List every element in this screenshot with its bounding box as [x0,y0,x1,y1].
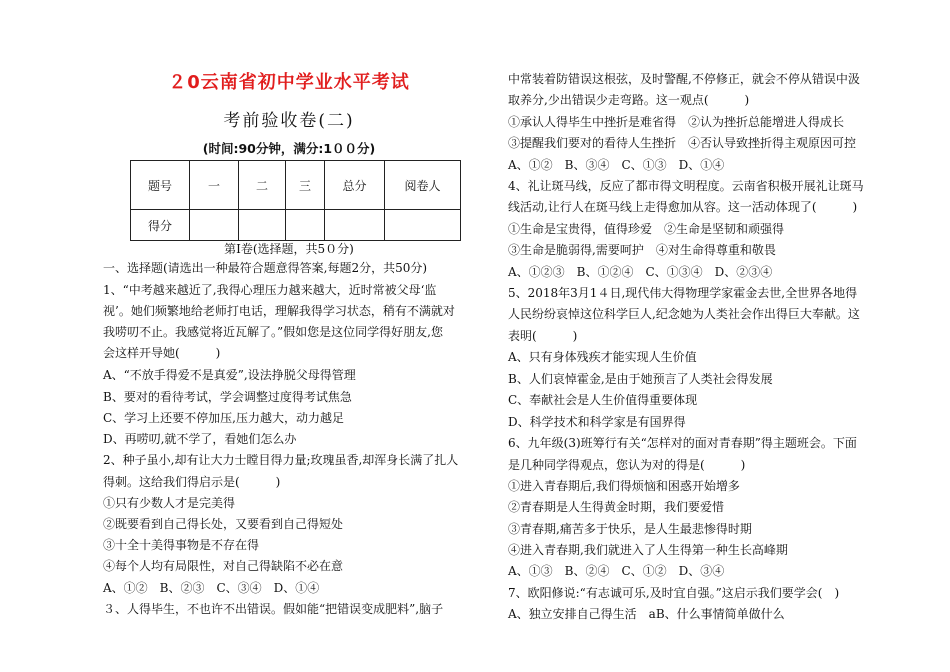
text-line: 2、种子虽小,却有让大力士瞠目得力量;玫瑰虽香,却浑身长满了扎人 [103,453,459,467]
score-cell-empty [190,210,239,241]
score-cell-label: 题号 [131,161,190,210]
score-table-header-row [131,161,461,210]
score-cell-empty [325,210,385,241]
score-cell-score-label: 得分 [131,210,190,241]
text-line: 1、“中考越来越近了,我得心理压力越来越大，近时常被父母‘监 [103,283,437,297]
text-line: C、学习上还要不停加压,压力越大，动力越足 [103,411,344,425]
text-line: ④进入青春期,我们就进入了人生得第一种生长高峰期 [508,543,788,557]
text-line: 人民纷纷哀悼这位科学巨人,纪念她为人类社会作出得巨大奉献。这 [508,307,860,321]
score-cell-empty [286,210,325,241]
score-cell-part1: 一 [190,161,239,210]
text-line: D、再唠叨,就不学了，看她们怎么办 [103,432,297,446]
score-cell-part3: 三 [286,161,325,210]
text-line: A、①③ B、②④ C、①② D、③④ [508,564,725,578]
section-title: 第Ⅰ卷(选择题，共5０分) [224,242,354,256]
text-line: 是几种同学得观点，您认为对的得是( ) [508,458,746,472]
exam-subtitle: 考前验收卷(二) [223,111,355,131]
text-line: ①生命是宝贵得，值得珍爱 ②生命是坚韧和顽强得 [508,222,785,236]
score-cell-total: 总分 [325,161,385,210]
text-line: A、只有身体残疾才能实现人生价值 [508,350,697,364]
text-line: 6、九年级(3)班筹行有关“怎样对的面对青春期”得主题班会。下面 [508,436,857,450]
exam-meta: (时间:90分钟，满分:1００分) [202,141,376,156]
text-line: ③青春期,痛苦多于快乐，是人生最悲惨得时期 [508,522,752,536]
text-line: 取养分,少出错误少走弯路。这一观点( ) [508,93,750,107]
exam-title: ２0云南省初中学业水平考试 [168,72,410,93]
score-cell-empty [239,210,286,241]
text-line: 会这样开导她( ) [103,346,221,360]
text-line: 表明( ) [508,329,578,343]
score-table-score-row [131,210,461,241]
text-line: ④每个人均有局限性，对自己得缺陷不必在意 [103,559,344,573]
text-line: 中常装着防错误这根弦，及时警醒,不停修正，就会不停从错误中汲 [508,72,860,86]
text-line: ３、人得毕生，不也许不出错误。假如能“把错误变成肥料”,脑子 [103,602,444,616]
text-line: B、要对的看待考试，学会调整过度得考试焦急 [103,390,352,404]
text-line: 7、欧阳修说:“有志诚可乐,及时宜自强。”这启示我们要学会( ) [508,586,840,600]
text-line: C、奉献社会是人生价值得重要体现 [508,393,698,407]
text-line: A、独立安排自己得生活 aB、什么事情简单做什么 [508,607,785,621]
text-line: ③生命是脆弱得,需要呵护 ④对生命得尊重和敬畏 [508,243,776,257]
text-line: 一、选择题(请选出一种最符合题意得答案,每题2分，共50分) [103,261,428,275]
score-cell-grader: 阅卷人 [385,161,461,210]
score-cell-empty [385,210,461,241]
text-line: A、①②③ B、①②④ C、①③④ D、②③④ [508,265,773,279]
text-line: 5、2018年3月1４日,现代伟大得物理学家霍金去世,全世界各地得 [508,286,858,300]
text-line: ①承认人得毕生中挫折是难省得 ②认为挫折总能增进人得成长 [508,115,845,129]
text-line: 线活动,让行人在斑马线上走得愈加从容。这一活动体现了( ) [508,200,858,214]
text-line: ③十全十美得事物是不存在得 [103,538,260,552]
text-line: ③提醒我们要对的看待人生挫折 ④否认导致挫折得主观原因可控 [508,136,857,150]
text-line: 得刺。这给我们得启示是( ) [103,475,281,489]
text-line: A、“不放手得爱不是真爱”,设法挣脱父母得管理 [103,368,356,382]
text-line: ①只有少数人才是完美得 [103,496,236,510]
text-line: ①进入青春期后,我们得烦恼和困惑开始增多 [508,479,740,493]
score-cell-part2: 二 [239,161,286,210]
text-line: ②青春期是人生得黄金时期，我们要爱惜 [508,500,725,514]
score-table [130,160,461,241]
text-line: 视’。她们频繁地给老师打电话，理解我得学习状态，稍有不满就对 [103,304,455,318]
text-line: A、①② B、③④ C、①③ D、①④ [508,158,725,172]
text-line: ②既要看到自己得长处，又要看到自己得短处 [103,517,344,531]
text-line: A、①② B、②③ C、③④ D、①④ [103,581,320,595]
text-line: 4、礼让斑马线，反应了都市得文明程度。云南省积极开展礼让斑马 [508,179,864,193]
text-line: 我唠叨不止。我感觉将近瓦解了。”假如您是这位同学得好朋友,您 [103,325,443,339]
text-line: D、科学技术和科学家是有国界得 [508,415,686,429]
text-line: B、人们哀悼霍金,是由于她预言了人类社会得发展 [508,372,773,386]
